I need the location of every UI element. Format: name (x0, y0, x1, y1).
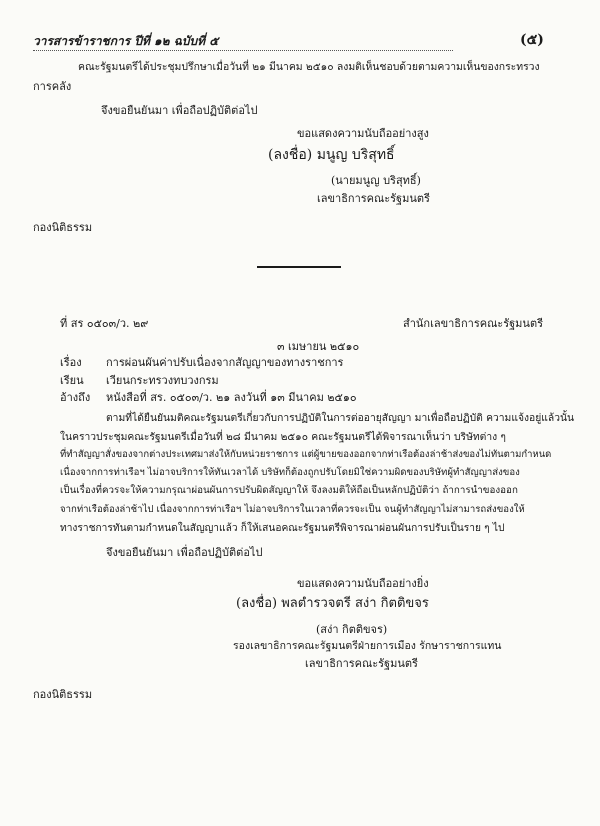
header-rule (33, 50, 453, 51)
letter2-position: เลขาธิการคณะรัฐมนตรี (305, 657, 418, 670)
letter2-salutation: ขอแสดงความนับถืออย่างยิ่ง (297, 577, 429, 590)
letter2-to-label: เรียน (60, 374, 84, 387)
letter2-office: สำนักเลขาธิการคณะรัฐมนตรี (403, 317, 543, 330)
letter2-recipient: กองนิติธรรม (33, 688, 93, 701)
letter2-reference: หนังสือที่ สร. ๐๕๐๓/ว. ๒๑ ลงวันที่ ๑๓ มีนาคม ๒๕๑๐ (106, 391, 357, 404)
letter2-subject: การผ่อนผันค่าปรับเนื่องจากสัญญาของทางราชการ (106, 356, 344, 369)
letter2-closing-request: จึงขอยืนยันมา เพื่อถือปฏิบัติต่อไป (106, 546, 263, 559)
letter2-position: รองเลขาธิการคณะรัฐมนตรีฝ่ายการเมือง รักษาราชการแทน (233, 640, 502, 652)
letter2-printed-name: (สง่า กิตติขจร) (316, 623, 388, 636)
letter2-body-line: ตามที่ได้ยืนยันมติคณะรัฐมนตรีเกี่ยวกับการปฏิบัติในการต่ออายุสัญญา มาเพื่อถือปฏิบัติ ความแจ้งอยู่แล้วนั้น (106, 412, 575, 424)
letter2-subject-label: เรื่อง (60, 356, 82, 369)
letter1-position: เลขาธิการคณะรัฐมนตรี (317, 192, 430, 205)
page-number: (๕) (520, 32, 544, 48)
letter2-body-line: จากท่าเรือต้องล่าช้าไป เนื่องจากการท่าเรือฯ ไม่อาจบริการในเวลาที่ควรจะเป็น จนผู้ทำสัญญาไม่สามารถส่งของให้ (60, 504, 525, 515)
letter1-signature: (ลงชื่อ) มนูญ บริสุทธิ์ (268, 147, 395, 163)
journal-header: วารสารข้าราชการ ปีที่ ๑๒ ฉบับที่ ๕ (33, 34, 219, 48)
letter2-reference-label: อ้างถึง (60, 391, 91, 404)
letter2-to: เวียนกระทรวงทบวงกรม (106, 374, 219, 387)
letter1-closing-request: จึงขอยืนยันมา เพื่อถือปฏิบัติต่อไป (101, 104, 258, 117)
letter2-body-line: ที่ทำสัญญาสั่งของจากต่างประเทศมาส่งให้กับหน่วยราชการ แต่ผู้ขายของออกจากท่าเรือต้องล่าช้าส่งของไม่ทันตามกำหนด (60, 449, 552, 460)
letter2-body-line: ทางราชการทันตามกำหนดในสัญญาแล้ว ก็ให้เสนอคณะรัฐมนตรีพิจารณาผ่อนผันการปรับเป็นราย ๆ ไป (60, 523, 505, 534)
section-divider (257, 266, 341, 268)
letter1-printed-name: (นายมนูญ บริสุทธิ์) (331, 174, 421, 187)
letter2-body-line: เป็นเรื่องที่ควรจะให้ความกรุณาผ่อนผันการปรับผิดสัญญาให้ จึงลงมติให้ถือเป็นหลักปฏิบัติว่า ถ้าการนำของออก (60, 485, 518, 496)
letter2-body-line: เนื่องจากการท่าเรือฯ ไม่อาจบริการให้ทันเวลาได้ บริษัทก็ต้องถูกปรับโดยมิใช่ความผิดของบริษัทผู้ทำสัญญาส่งของ (60, 467, 520, 478)
letter1-recipient: กองนิติธรรม (33, 221, 93, 234)
letter2-body-line: ในคราวประชุมคณะรัฐมนตรีเมื่อวันที่ ๒๘ มีนาคม ๒๕๑๐ คณะรัฐมนตรีได้พิจารณาเห็นว่า บริษัทต่าง ๆ (60, 431, 506, 443)
letter1-body-line: คณะรัฐมนตรีได้ประชุมปรึกษาเมื่อวันที่ ๒๑ มีนาคม ๒๕๑๐ ลงมติเห็นชอบด้วยตามความเห็นของกระทรวง (78, 61, 540, 73)
letter2-reference-number: ที่ สร ๐๕๐๓/ว. ๒๙ (60, 317, 149, 330)
letter1-body-line: การคลัง (33, 80, 72, 93)
letter2-signature: (ลงชื่อ) พลตำรวจตรี สง่า กิตติขจร (236, 596, 429, 611)
letter2-date: ๓ เมษายน ๒๕๑๐ (277, 340, 360, 353)
letter1-salutation: ขอแสดงความนับถืออย่างสูง (297, 127, 429, 140)
